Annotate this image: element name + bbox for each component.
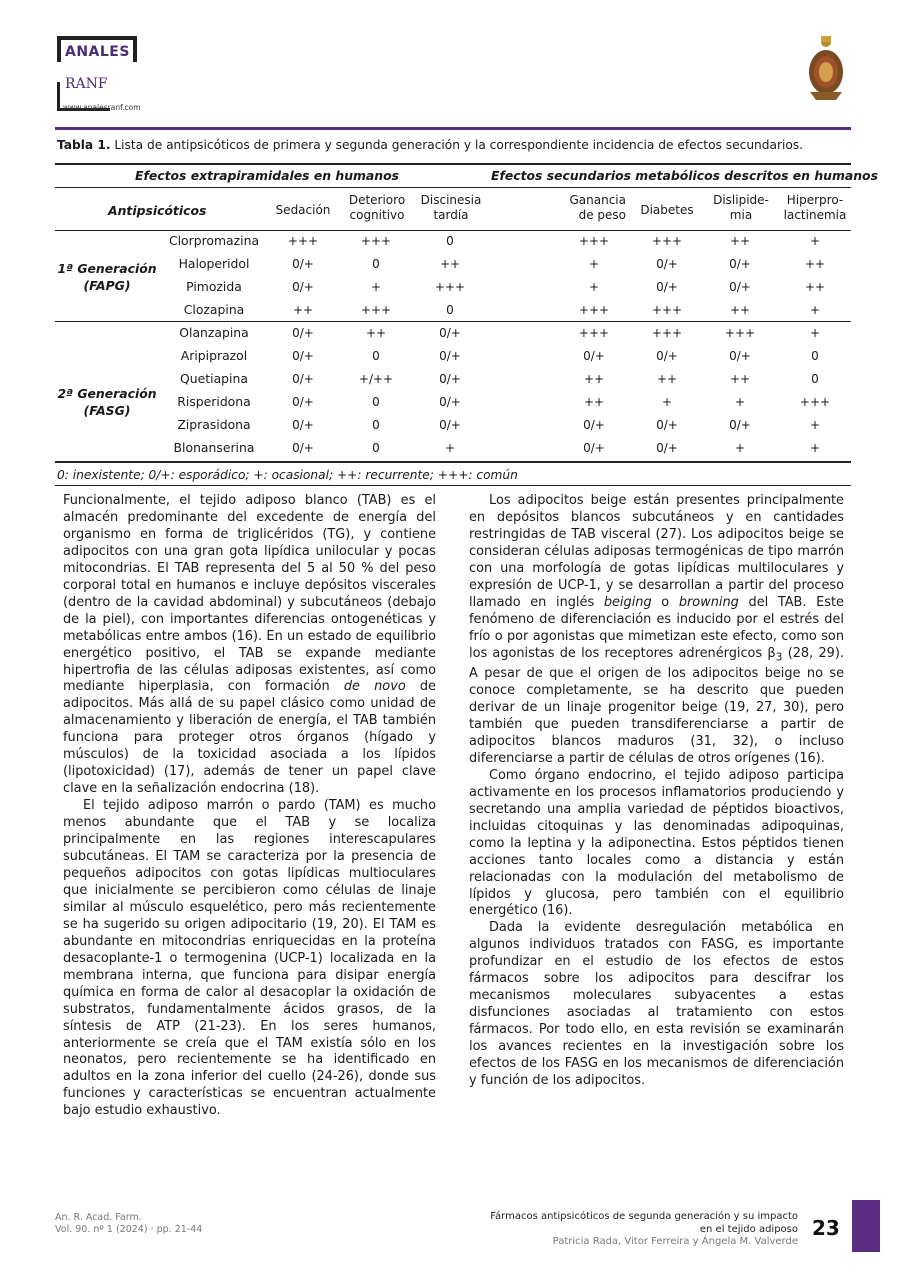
table-bottom-rule xyxy=(55,461,851,463)
cell-weight-gain: 0/+ xyxy=(583,441,605,455)
cell-cognitive: +/++ xyxy=(358,372,394,386)
paragraph-tam: El tejido adiposo marrón o pardo (TAM) es mucho menos abundante que el TAB y se localiza principalmente en las regiones interescapulares subcutáneas. El TAM se caracteriza por la presencia de pequeños adipocitos con gotas lipídicas multioculares que inicialmente se percibieron como células de linaje similar al músculo esquelético, pero más recientemente se ha sugerido su origen adipocitario (19, 20). El TAM es abundante en mitocondrias enriquecidas en la proteína desacoplante-1 o termogenina (UCP-1) localizada en la membrana interna, que funciona para disipar energía química en forma de calor al desacoplar la oxidación de substratos, fundamentalmente ácidos grasos, de la síntesis de ATP (21-23). En los seres humanos, anteriormente se creía que el TAM existía sólo en los neonatos, pero recientemente se ha identificado en adultos en la zona inferior del cuello (24-26), donde sus funciones y características se encuentran actualmente bajo estudio exhaustivo. xyxy=(63,798,436,1119)
legend-rule xyxy=(55,485,851,486)
table-top-rule xyxy=(55,163,851,165)
cell-dyskinesia: 0 xyxy=(446,234,454,248)
cell-dyslipidemia: ++ xyxy=(729,234,751,248)
cell-hyperprolactinemia: ++ xyxy=(804,257,826,271)
col-header-hyperprolactinemia-line2: lactinemia xyxy=(783,208,847,222)
cell-weight-gain: +++ xyxy=(578,303,610,317)
cell-drug-name: Ziprasidona xyxy=(177,417,251,432)
term-de-novo: de novo xyxy=(343,679,406,695)
paragraph-beige-part2: o xyxy=(651,594,679,610)
cell-sedation: 0/+ xyxy=(292,395,314,409)
cell-sedation: +++ xyxy=(287,234,319,248)
footer-title-line1: Fármacos antipsicóticos de segunda generación y su impacto xyxy=(490,1211,798,1222)
cell-dyskinesia: ++ xyxy=(439,257,461,271)
cell-dyslipidemia: 0/+ xyxy=(729,418,751,432)
cell-weight-gain: ++ xyxy=(583,372,605,386)
cell-hyperprolactinemia: ++ xyxy=(804,280,826,294)
cell-sedation: 0/+ xyxy=(292,349,314,363)
table-legend: 0: inexistente; 0/+: esporádico; +: ocasional; ++: recurrente; +++: común xyxy=(57,468,518,482)
cell-weight-gain: 0/+ xyxy=(583,418,605,432)
cell-hyperprolactinemia: + xyxy=(809,234,821,248)
paragraph-fasg: Dada la evidente desregulación metabólica en algunos individuos tratados con FASG, es importante profundizar en el estudio de los efectos de estos fármacos sobre los adipocitos para descifrar los mecanismos moleculares subyacentes a estas disfunciones asociadas al tratamiento con estos fármacos. Por todo ello, en esta revisión se examinarán los avances recientes en la investigación sobre los efectos de los FASG en los mecanismos de diferenciación y función de los adipocitos. xyxy=(469,920,844,1088)
header-rule xyxy=(55,127,851,130)
symbol-beta-subscript: 3 xyxy=(775,650,783,664)
cell-sedation: 0/+ xyxy=(292,326,314,340)
caption-label: Tabla 1. xyxy=(57,138,111,152)
cell-dyslipidemia: ++ xyxy=(729,303,751,317)
col-header-weight-line2: de peso xyxy=(578,208,626,222)
cell-weight-gain: +++ xyxy=(578,234,610,248)
cell-dyskinesia: 0/+ xyxy=(439,349,461,363)
footer-title-line2: en el tejido adiposo xyxy=(699,1223,798,1235)
col-header-hyperprolactinemia-line1: Hiperpro- xyxy=(786,193,844,207)
cell-sedation: 0/+ xyxy=(292,418,314,432)
cell-dyslipidemia: + xyxy=(734,441,746,455)
right-text-column xyxy=(469,493,844,1090)
paragraph-beige-part4: (28, 29). A pesar de que el origen de los adipocitos beige no se conoce completamente, se ha descrito que pueden derivar de un linaje progenitor beige (19, 27, 30), pero también que pueden transdiferenciarse a partir de adipocitos blancos maduros (31, 32), o incluso diferenciarse a partir de células de otros orígenes (16). xyxy=(469,645,844,766)
col-header-dyskinesia-line2: tardía xyxy=(433,208,469,222)
footer-journal xyxy=(55,1212,202,1236)
group-header-extrapyramidal: Efectos extrapiramidales en humanos xyxy=(135,168,399,183)
journal-logo xyxy=(57,36,177,116)
cell-cognitive: 0 xyxy=(372,395,380,409)
cell-dyskinesia: 0 xyxy=(446,303,454,317)
cell-weight-gain: + xyxy=(588,280,600,294)
generation-2-line1: 2ª Generación xyxy=(57,386,157,401)
col-header-dyskinesia-line1: Discinesia xyxy=(420,193,482,207)
logo-url: www.analesranf.com xyxy=(63,103,141,112)
cell-weight-gain: + xyxy=(588,257,600,271)
cell-diabetes: ++ xyxy=(656,372,678,386)
paragraph-beige-part3: del TAB. Este fenómeno de diferenciación es inducido por el estrés del frío o por agonistas que mimetizan este efecto, como son los agonistas de los receptores adrenérgicos xyxy=(469,594,844,661)
cell-diabetes: 0/+ xyxy=(656,349,678,363)
col-header-cognitive-line1: Deterioro xyxy=(348,193,406,207)
paragraph-tab xyxy=(63,493,436,798)
cell-hyperprolactinemia: + xyxy=(809,441,821,455)
col-header-diabetes: Diabetes xyxy=(640,203,694,217)
col-header-dyskinesia xyxy=(417,193,485,223)
header-bottom-rule xyxy=(55,230,851,231)
cell-weight-gain: 0/+ xyxy=(583,349,605,363)
cell-weight-gain: +++ xyxy=(578,326,610,340)
page-accent-bar xyxy=(852,1200,880,1252)
paragraph-beige-part1: Los adipocitos beige están presentes principalmente en depósitos blancos subcutáneos y en cantidades restringidas de TAB visceral (27). Los adipocitos beige se consideran células adiposas termogénicas de tipo marrón con una morfología de gotas lipídicas multiloculares y expresión de UCP-1, y se desarrollan a partir del proceso llamado en inglés xyxy=(469,493,844,610)
cell-diabetes: 0/+ xyxy=(656,257,678,271)
col-header-weight xyxy=(560,193,626,223)
cell-hyperprolactinemia: 0 xyxy=(811,349,819,363)
col-header-weight-line1: Ganancia xyxy=(569,193,626,207)
col-header-dyslipidemia-line1: Dislipide- xyxy=(713,193,769,207)
cell-cognitive: +++ xyxy=(360,234,392,248)
cell-cognitive: 0 xyxy=(372,418,380,432)
group-rule xyxy=(55,187,851,188)
paragraph-tab-part2: de adipocitos. Más allá de su papel clásico como unidad de almacenamiento y liberación de energía, el TAB también funciona para proteger otros órganos (hígado y músculos) de la toxicidad asociada a los lípidos (lipotoxicidad) (17), además de tener un papel clave clave en la señalización endocrina (18). xyxy=(63,679,436,797)
cell-sedation: 0/+ xyxy=(292,257,314,271)
col-header-sedation: Sedación xyxy=(275,203,331,217)
paragraph-tab-part1: Funcionalmente, el tejido adiposo blanco (TAB) es el almacén predominante del excedente de energía del organismo en forma de triglicéridos (TG), y contiene adipocitos con una gran gota lipídica unilocular y pocas mitocondrias. El TAB representa del 5 al 50 % del peso corporal total en humanos e incluye depósitos viscerales (dentro de la cavidad abdominal) y subcutáneos (debajo de la piel), con importantes diferencias ontogenéticas y metabólicas entre ambos (16). En un estado de equilibrio energético positivo, el TAB se expande mediante hipertrofia de las células adiposas existentes, así como mediante hiperplasia, con formación xyxy=(63,493,436,695)
col-header-antipsychotics: Antipsicóticos xyxy=(108,203,207,218)
cell-drug-name: Haloperidol xyxy=(178,256,250,271)
cell-sedation: 0/+ xyxy=(292,372,314,386)
generation-2-label xyxy=(52,385,162,419)
cell-diabetes: + xyxy=(661,395,673,409)
col-header-hyperprolactinemia xyxy=(780,193,850,223)
cell-cognitive: + xyxy=(370,280,382,294)
cell-cognitive: 0 xyxy=(372,257,380,271)
term-beiging: beiging xyxy=(603,594,652,610)
cell-hyperprolactinemia: + xyxy=(809,326,821,340)
cell-dyskinesia: + xyxy=(444,441,456,455)
cell-diabetes: 0/+ xyxy=(656,280,678,294)
paragraph-endocrine: Como órgano endocrino, el tejido adiposo participa activamente en los procesos inflamatorios produciendo y secretando una amplia variedad de péptidos bioactivos, incluidas citoquinas y las denominadas adipoquinas, como la leptina y la adiponectina. Estos péptidos tienen acciones tanto locales como a distancia y están relacionadas con la modulación del metabolismo de lípidos y glucosa, pero también con el equilibrio energético (16). xyxy=(469,767,844,919)
caption-text: Lista de antipsicóticos de primera y segunda generación y la correspondiente incidencia de efectos secundarios. xyxy=(110,138,804,152)
cell-cognitive: 0 xyxy=(372,441,380,455)
cell-diabetes: +++ xyxy=(651,234,683,248)
cell-hyperprolactinemia: +++ xyxy=(799,395,831,409)
footer-journal-volume: Vol. 90. nº 1 (2024) · pp. 21-44 xyxy=(55,1224,203,1235)
col-header-dyslipidemia xyxy=(708,193,774,223)
cell-sedation: ++ xyxy=(292,303,314,317)
term-browning: browning xyxy=(678,594,739,610)
cell-dyslipidemia: 0/+ xyxy=(729,280,751,294)
left-text-column xyxy=(63,493,436,1120)
cell-sedation: 0/+ xyxy=(292,441,314,455)
cell-drug-name: Quetiapina xyxy=(180,371,248,386)
cell-drug-name: Aripiprazol xyxy=(180,348,248,363)
cell-dyslipidemia: + xyxy=(734,395,746,409)
page-number: 23 xyxy=(812,1216,840,1240)
cell-drug-name: Clozapina xyxy=(183,302,245,317)
symbol-beta: β xyxy=(767,645,776,661)
cell-hyperprolactinemia: 0 xyxy=(811,372,819,386)
cell-dyskinesia: +++ xyxy=(434,280,466,294)
footer-journal-name: An. R. Acad. Farm. xyxy=(55,1212,142,1223)
cell-hyperprolactinemia: + xyxy=(809,418,821,432)
cell-drug-name: Pimozida xyxy=(186,279,242,294)
cell-cognitive: ++ xyxy=(365,326,387,340)
cell-dyslipidemia: +++ xyxy=(724,326,756,340)
cell-dyslipidemia: 0/+ xyxy=(729,257,751,271)
cell-drug-name: Risperidona xyxy=(177,394,251,409)
cell-drug-name: Blonanserina xyxy=(173,440,255,455)
cell-drug-name: Clorpromazina xyxy=(168,233,260,248)
cell-dyslipidemia: 0/+ xyxy=(729,349,751,363)
cell-sedation: 0/+ xyxy=(292,280,314,294)
cell-cognitive: +++ xyxy=(360,303,392,317)
cell-diabetes: +++ xyxy=(651,326,683,340)
cell-dyskinesia: 0/+ xyxy=(439,326,461,340)
cell-dyskinesia: 0/+ xyxy=(439,418,461,432)
col-header-cognitive xyxy=(343,193,411,223)
cell-dyslipidemia: ++ xyxy=(729,372,751,386)
logo-title: ANALES xyxy=(65,44,130,60)
generation-1-line2: (FAPG) xyxy=(83,278,131,293)
cell-diabetes: 0/+ xyxy=(656,441,678,455)
generation-separator-rule xyxy=(55,321,851,322)
cell-cognitive: 0 xyxy=(372,349,380,363)
footer-article xyxy=(440,1211,798,1249)
logo-subtitle: RANF xyxy=(65,76,108,92)
col-header-cognitive-line2: cognitivo xyxy=(349,208,405,222)
footer-authors: Patricia Rada, Vitor Ferreira y Ángela M. Valverde xyxy=(552,1236,798,1247)
cell-weight-gain: ++ xyxy=(583,395,605,409)
cell-hyperprolactinemia: + xyxy=(809,303,821,317)
cell-dyskinesia: 0/+ xyxy=(439,372,461,386)
generation-1-label xyxy=(52,260,162,294)
cell-drug-name: Olanzapina xyxy=(179,325,249,340)
col-header-dyslipidemia-line2: mia xyxy=(729,208,753,222)
cell-diabetes: 0/+ xyxy=(656,418,678,432)
group-header-metabolic: Efectos secundarios metabólicos descritos en humanos xyxy=(491,168,878,183)
paragraph-beige xyxy=(469,493,844,768)
academy-emblem-icon xyxy=(806,34,846,104)
table-caption xyxy=(57,136,857,154)
cell-dyskinesia: 0/+ xyxy=(439,395,461,409)
cell-diabetes: +++ xyxy=(651,303,683,317)
generation-1-line1: 1ª Generación xyxy=(57,261,157,276)
generation-2-line2: (FASG) xyxy=(83,403,131,418)
